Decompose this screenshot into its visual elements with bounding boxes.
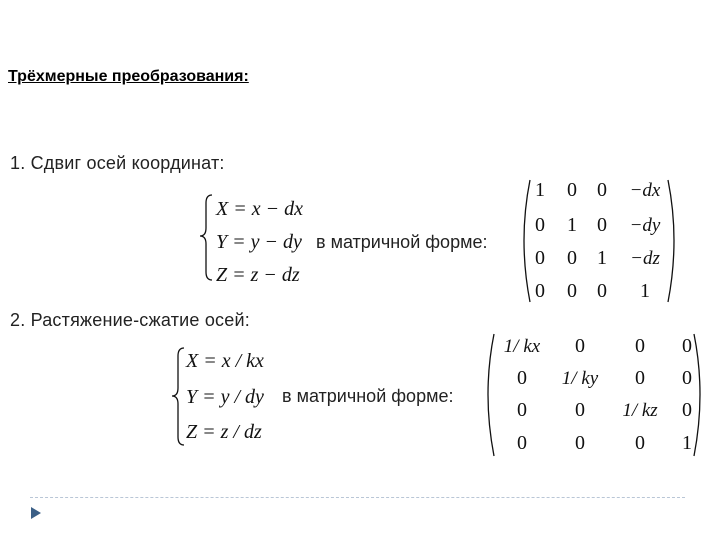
m2-r4c4: 1 [682, 432, 692, 454]
m2-r3c4: 0 [682, 399, 692, 421]
section2-eq-3: Z = z / dz [186, 421, 262, 443]
m1-r2c4: −dy [629, 215, 661, 236]
section2-equations [172, 348, 264, 445]
m2-r2c1: 0 [517, 367, 527, 389]
section1-matrix-label: в матричной форме: [316, 232, 488, 252]
m2-r2c2: 1/ ky [561, 368, 599, 389]
m1-r2c1: 0 [535, 214, 545, 236]
m2-r1c4: 0 [682, 335, 692, 357]
section1-left-brace [200, 195, 212, 280]
section1-eq-1: X = x − dx [216, 198, 303, 220]
m2-r2c4: 0 [682, 367, 692, 389]
m1-r1c3: 0 [597, 179, 607, 201]
m1-r1c2: 0 [567, 179, 577, 201]
m1-r4c1: 0 [535, 280, 545, 302]
m2-r1c2: 0 [575, 335, 585, 357]
m1-r4c2: 0 [567, 280, 577, 302]
m2-r3c1: 0 [517, 399, 527, 421]
section1-eq-3: Z = z − dz [216, 264, 300, 286]
m1-r1c4: −dx [629, 180, 661, 201]
footer-divider [30, 497, 685, 498]
m1-r1c1: 1 [535, 179, 545, 201]
m1-r2c2: 1 [567, 214, 577, 236]
section2-eq-1: X = x / kx [186, 350, 264, 372]
m2-r4c3: 0 [635, 432, 645, 454]
triangle-bullet-icon [30, 506, 42, 525]
m2-r1c1: 1/ kx [503, 336, 541, 357]
section2-eq-2: Y = y / dy [186, 386, 264, 408]
m1-r3c2: 0 [567, 247, 577, 269]
m2-r1c3: 0 [635, 335, 645, 357]
section1-eq-2: Y = y − dy [216, 231, 302, 253]
section1-equations [200, 195, 303, 286]
m1-r2c3: 0 [597, 214, 607, 236]
section1-right-bracket [668, 180, 674, 302]
m1-r3c4: −dz [630, 248, 660, 269]
section2-right-bracket [694, 334, 700, 456]
m2-r3c3: 1/ kz [622, 400, 658, 421]
m2-r4c1: 0 [517, 432, 527, 454]
section2-heading: 2. Растяжение-сжатие осей: [10, 310, 250, 330]
section1-heading: 1. Сдвиг осей координат: [10, 153, 225, 173]
section2-left-bracket [488, 334, 494, 456]
slide-title: Трёхмерные преобразования: [8, 68, 249, 85]
section1-matrix [524, 179, 674, 302]
m1-r4c3: 0 [597, 280, 607, 302]
m2-r2c3: 0 [635, 367, 645, 389]
section2-matrix-label: в матричной форме: [282, 386, 454, 406]
m2-r4c2: 0 [575, 432, 585, 454]
section2-matrix [488, 334, 700, 456]
m2-r3c2: 0 [575, 399, 585, 421]
m1-r4c4: 1 [640, 280, 650, 302]
m1-r3c3: 1 [597, 247, 607, 269]
section1-left-bracket [524, 180, 530, 302]
section2-left-brace [172, 348, 184, 445]
m1-r3c1: 0 [535, 247, 545, 269]
